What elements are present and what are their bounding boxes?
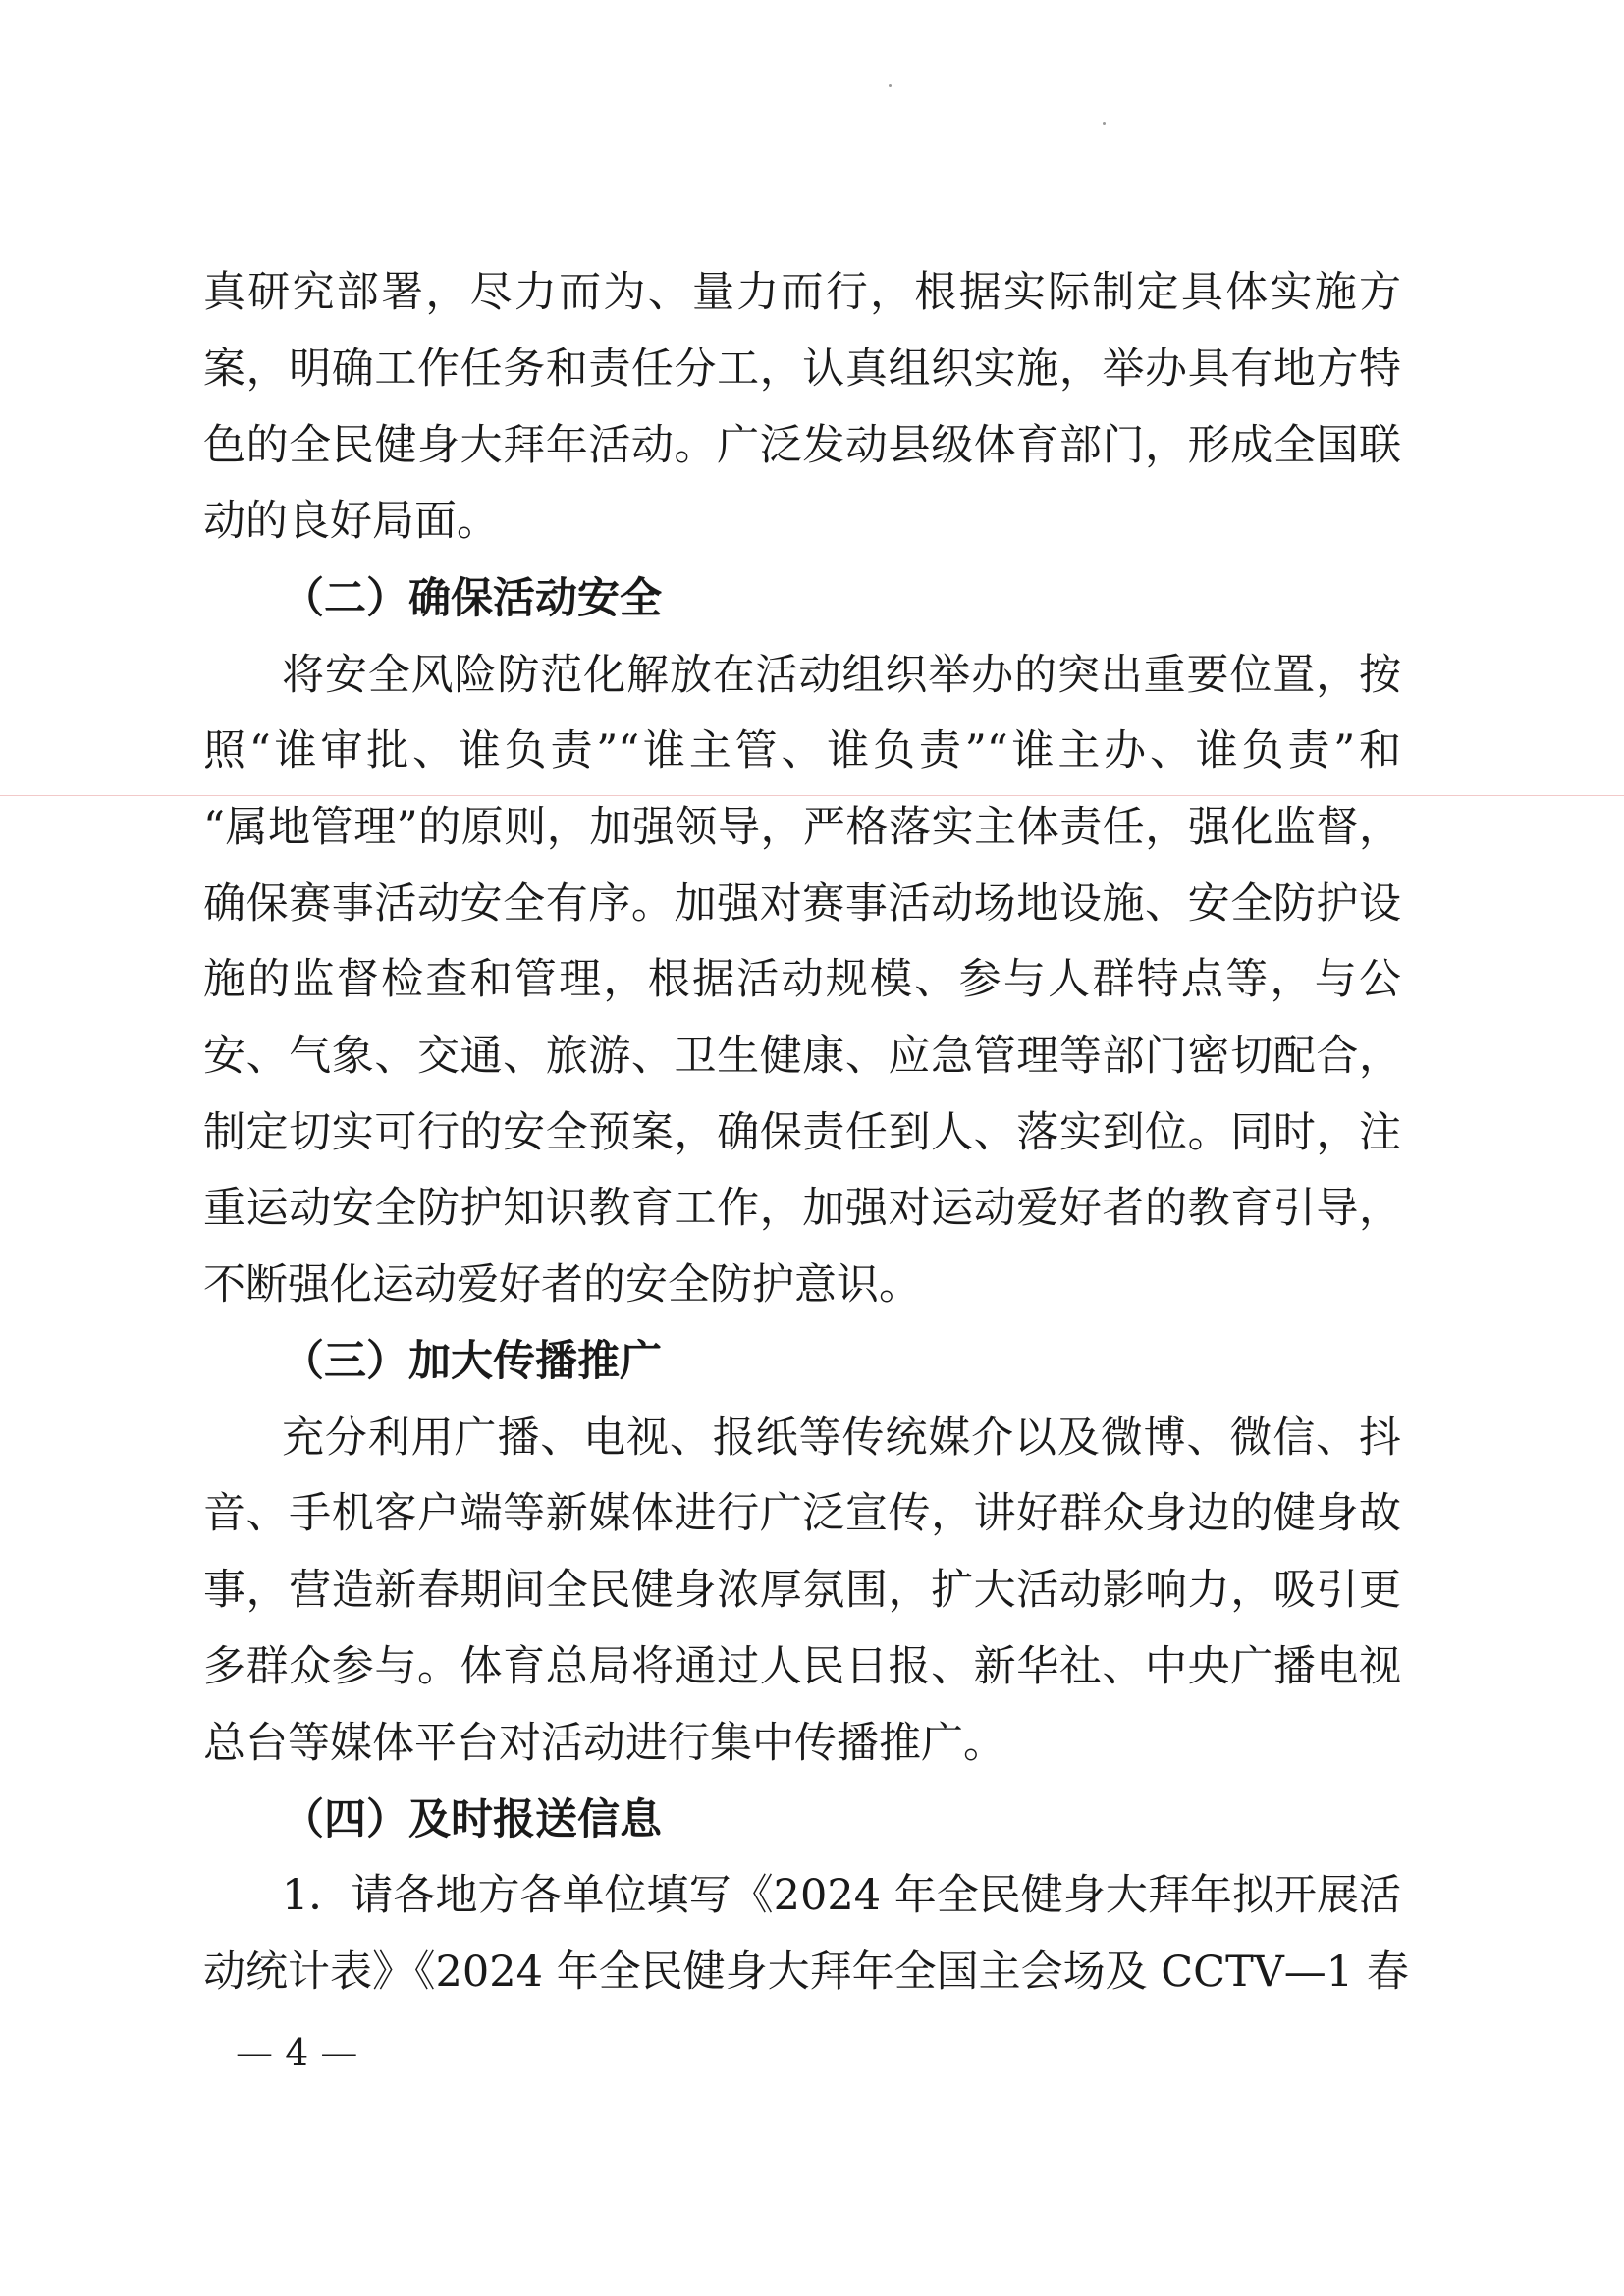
section-heading-4: （四）及时报送信息 [282, 1795, 662, 1844]
body-line: 照“谁审批、谁负责”“谁主管、谁负责”“谁主办、谁负责”和 [203, 726, 1401, 775]
section-heading-2: （二）确保活动安全 [282, 574, 662, 623]
body-line: 将安全风险防范化解放在活动组织举办的突出重要位置，按 [282, 651, 1401, 700]
body-line: 多群众参与。体育总局将通过人民日报、新华社、中央广播电视 [203, 1642, 1401, 1691]
scan-speck [1103, 122, 1106, 125]
section-heading-3: （三）加大传播推广 [282, 1337, 662, 1386]
body-line: “属地管理”的原则，加强领导，严格落实主体责任，强化监督， [203, 803, 1401, 852]
body-line: 确保赛事活动安全有序。加强对赛事活动场地设施、安全防护设 [203, 880, 1401, 929]
body-line: 施的监督检查和管理，根据活动规模、参与人群特点等，与公 [203, 955, 1401, 1004]
body-line: 不断强化运动爱好者的安全防护意识。 [203, 1260, 921, 1309]
body-line: 重运动安全防护知识教育工作，加强对运动爱好者的教育引导， [203, 1184, 1401, 1233]
body-line: 制定切实可行的安全预案，确保责任到人、落实到位。同时，注 [203, 1108, 1401, 1157]
body-line: 1．请各地方各单位填写《2024 年全民健身大拜年拟开展活 [282, 1871, 1401, 1920]
body-line: 音、手机客户端等新媒体进行广泛宣传，讲好群众身边的健身故 [203, 1489, 1401, 1538]
body-line: 事，营造新春期间全民健身浓厚氛围，扩大活动影响力，吸引更 [203, 1566, 1401, 1615]
body-line: 色的全民健身大拜年活动。广泛发动县级体育部门，形成全国联 [203, 421, 1401, 470]
body-line: 安、气象、交通、旅游、卫生健康、应急管理等部门密切配合， [203, 1032, 1401, 1081]
scan-guide-line [0, 795, 1624, 796]
body-line: 真研究部署，尽力而为、量力而行，根据实际制定具体实施方 [203, 268, 1401, 317]
body-line: 总台等媒体平台对活动进行集中传播推广。 [203, 1719, 1005, 1768]
page-number: — 4 — [236, 2031, 358, 2074]
body-line: 动的良好局面。 [203, 497, 499, 546]
body-line: 案，明确工作任务和责任分工，认真组织实施，举办具有地方特 [203, 345, 1401, 394]
body-line: 动统计表》《2024 年全民健身大拜年全国主会场及 CCTV—1 春 [203, 1948, 1409, 1997]
scan-speck [889, 84, 892, 87]
body-line: 充分利用广播、电视、报纸等传统媒介以及微博、微信、抖 [282, 1414, 1401, 1463]
